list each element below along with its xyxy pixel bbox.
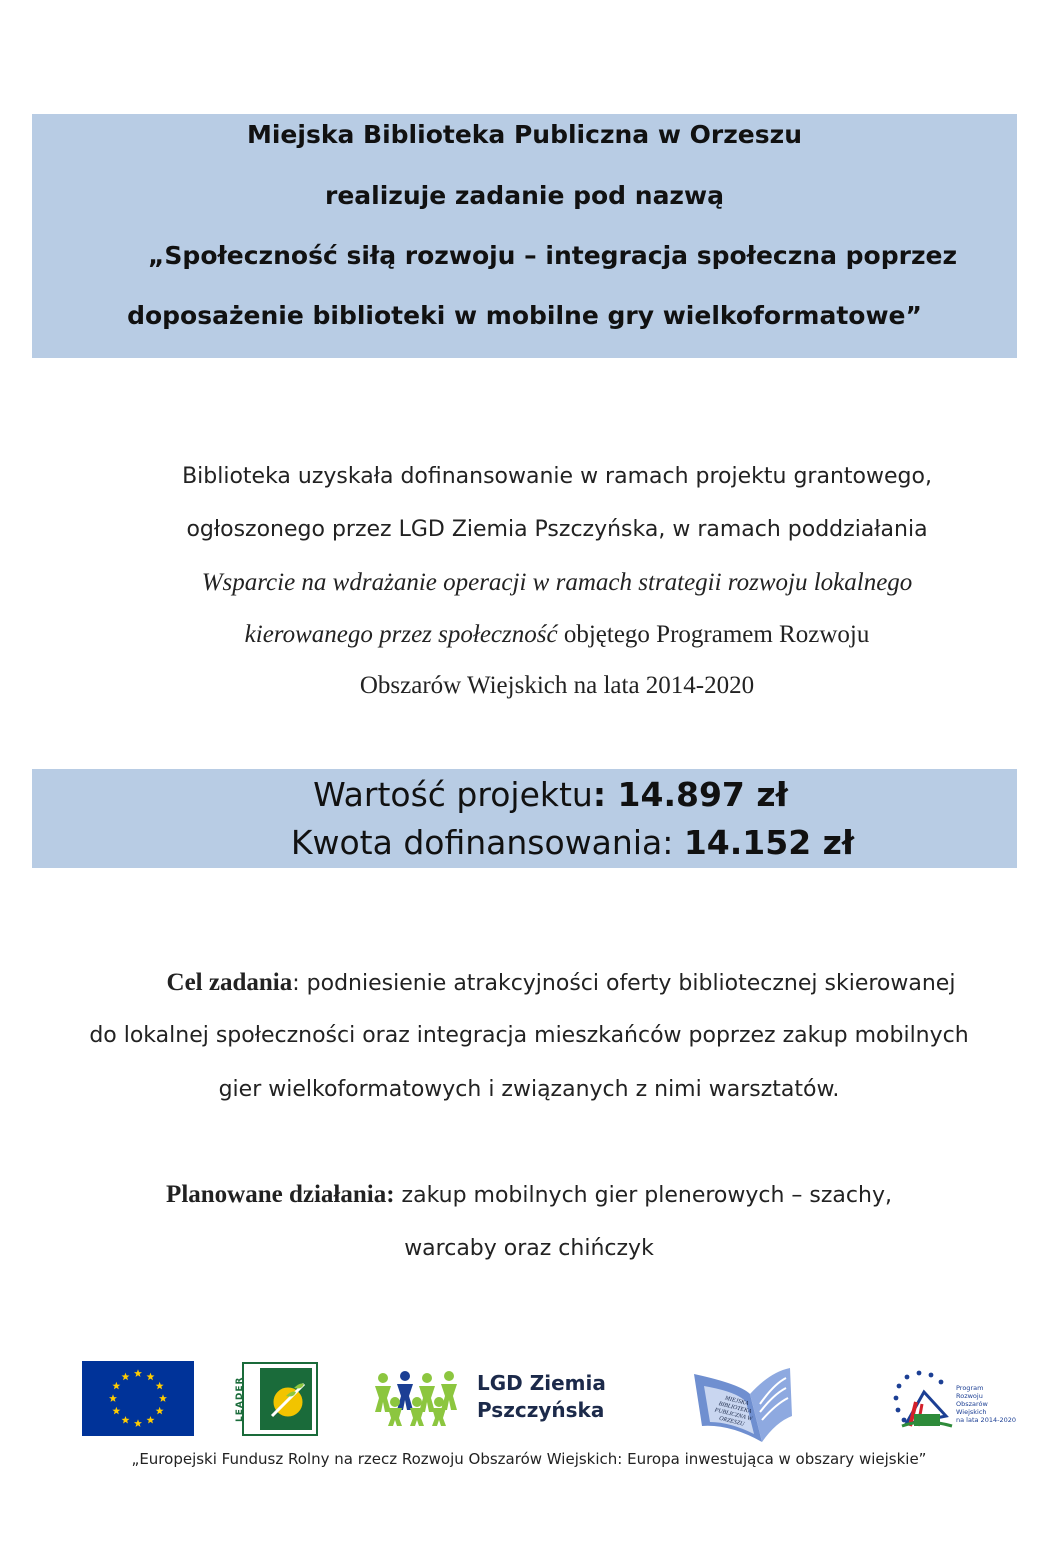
goal-line-1: Cel zadania: podniesienie atrakcyjności oferty bibliotecznej skierowanej — [166, 969, 956, 996]
task-intro: realizuje zadanie pod nazwą — [325, 181, 724, 210]
prow-line: Rozwoju — [956, 1392, 983, 1400]
planned-line-1: Planowane działania: zakup mobilnych gier plenerowych – szachy, — [166, 1181, 892, 1208]
prow-line: Wiejskich — [956, 1408, 987, 1416]
eu-flag-icon — [82, 1361, 194, 1436]
funding-line-1: Biblioteka uzyskała dofinansowanie w ramach projektu grantowego, — [182, 464, 932, 489]
title-banner — [32, 114, 1017, 358]
project-value: Wartość projektu: 14.897 zł — [313, 775, 788, 814]
goal-line-3: gier wielkoformatowych i związanych z nimi warsztatów. — [218, 1077, 840, 1102]
lgd-name-line2: Pszczyńska — [477, 1398, 605, 1422]
funding-line-4: kierowanego przez społeczność objętego Programem Rozwoju — [244, 621, 870, 648]
project-value-banner — [32, 769, 1017, 868]
footer-note: „Europejski Fundusz Rolny na rzecz Rozwoju Obszarów Wiejskich: Europa inwestująca w obszary wiejskie” — [131, 1450, 927, 1468]
task-title-line1: „Społeczność siłą rozwoju – integracja społeczna poprzez — [148, 241, 957, 270]
leader-logo-text: LEADER — [235, 1376, 245, 1422]
grant-value: Kwota dofinansowania: 14.152 zł — [290, 823, 855, 862]
lgd-name-line1: LGD Ziemia — [477, 1371, 606, 1395]
prow-logo-icon — [888, 1368, 960, 1432]
prow-line: Obszarów — [956, 1400, 988, 1408]
prow-logo-text — [956, 1384, 1016, 1424]
library-logo-text: MIEJSKA BIBLIOTEKA PUBLICZNA W ORZESZU — [713, 1395, 753, 1428]
library-name: Miejska Biblioteka Publiczna w Orzeszu — [246, 120, 802, 149]
task-title-line2: doposażenie biblioteki w mobilne gry wielkoformatowe” — [127, 301, 922, 330]
planned-line-2: warcaby oraz chińczyk — [404, 1236, 654, 1261]
lgd-logo-text — [477, 1370, 606, 1424]
lgd-people-icon — [373, 1368, 465, 1426]
goal-line-2: do lokalnej społeczności oraz integracja mieszkańców poprzez zakup mobilnych — [89, 1023, 969, 1048]
funding-line-2: ogłoszonego przez LGD Ziemia Pszczyńska, w ramach poddziałania — [186, 517, 928, 542]
prow-line: na lata 2014-2020 — [956, 1416, 1016, 1424]
prow-line: Program — [956, 1384, 984, 1392]
funding-line-3: Wsparcie na wdrażanie operacji w ramach strategii rozwoju lokalnego — [201, 569, 913, 596]
funding-line-5: Obszarów Wiejskich na lata 2014-2020 — [359, 672, 755, 699]
